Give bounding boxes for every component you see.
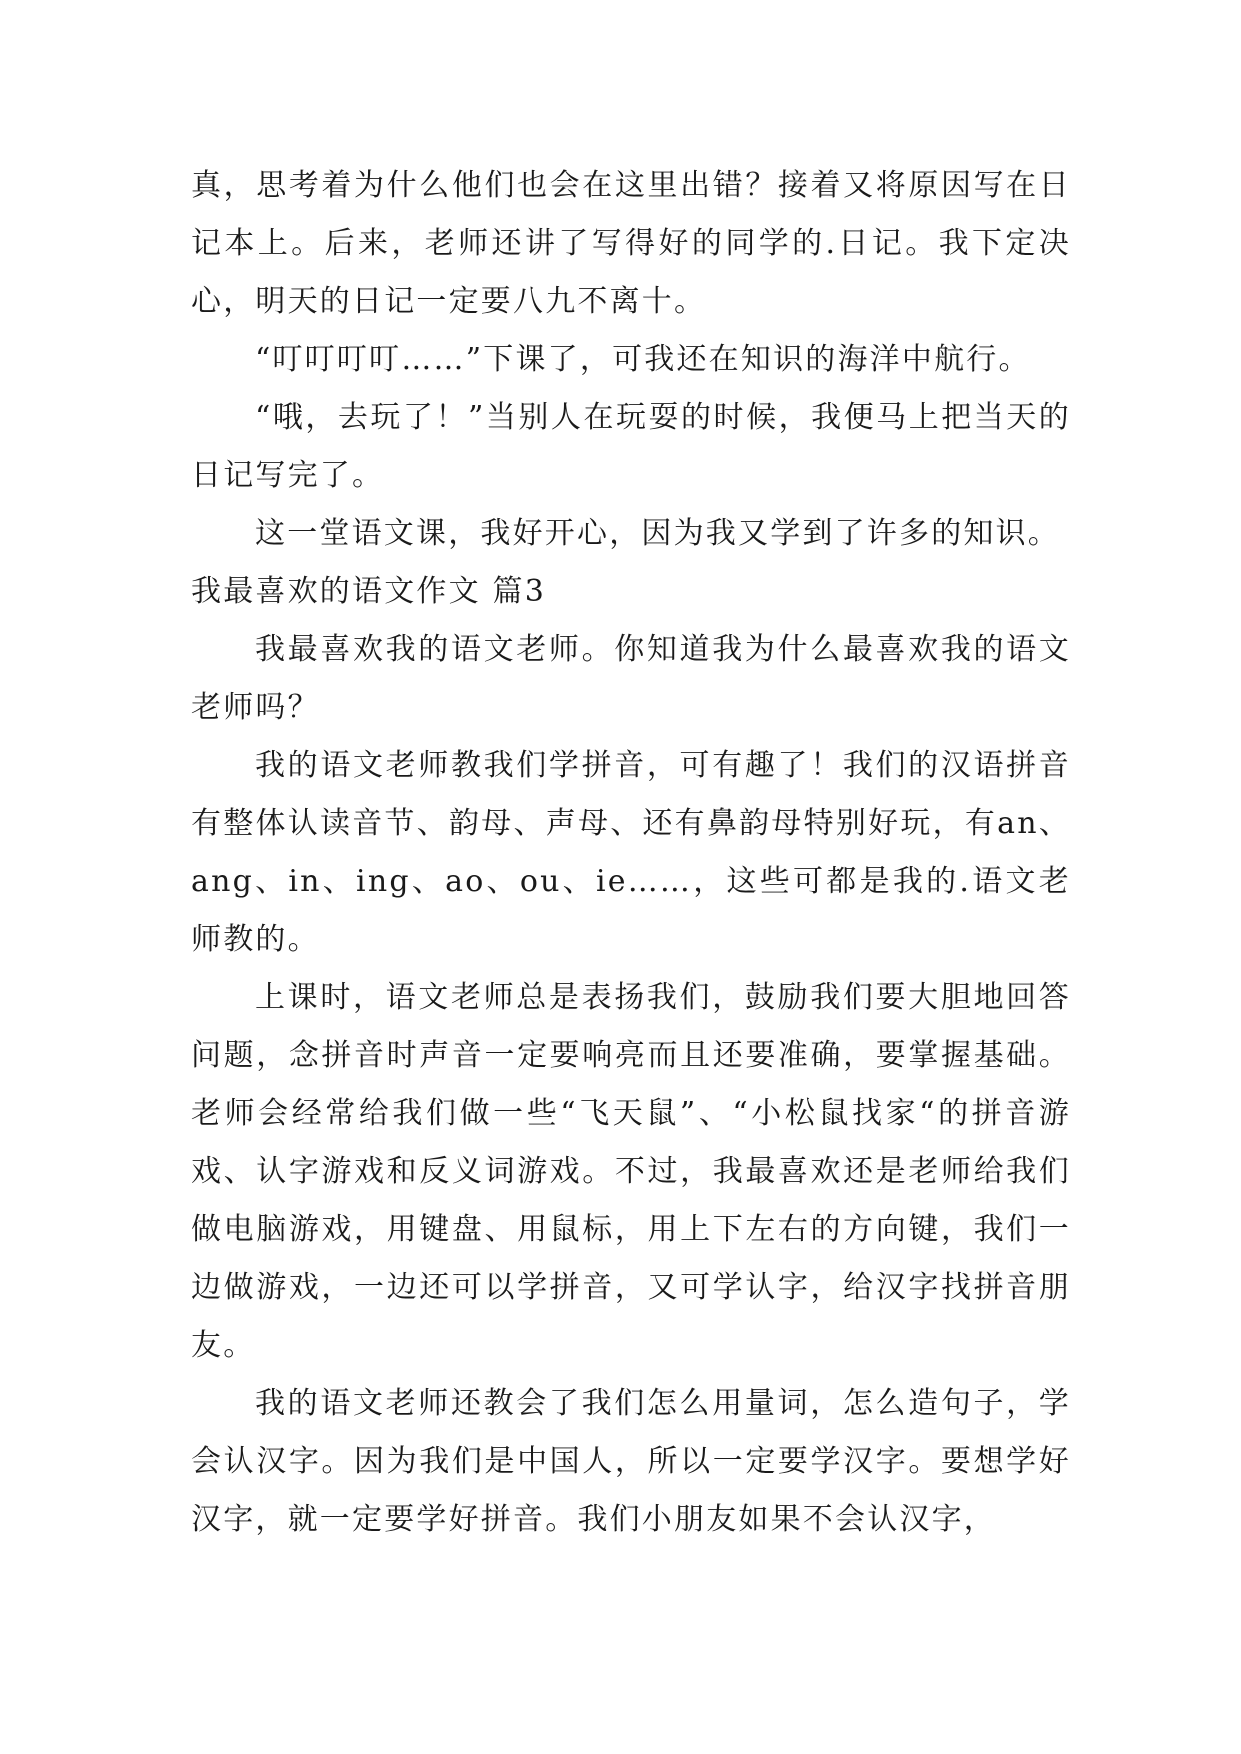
paragraph: “叮叮叮叮……”下课了，可我还在知识的海洋中航行。	[255, 342, 1031, 377]
section-heading: 我最喜欢的语文作文 篇3	[191, 574, 547, 609]
paragraph: “哦，去玩了！”当别人在玩耍的时候，我便马上把当天的日记写完了。	[191, 400, 1071, 493]
paragraph: 这一堂语文课，我好开心，因为我又学到了许多的知识。	[255, 516, 1060, 551]
paragraph: 真，思考着为什么他们也会在这里出错？接着又将原因写在日记本上。后来，老师还讲了写得好的同学的.日记。我下定决心，明天的日记一定要八九不离十。	[191, 168, 1071, 319]
article-body	[191, 157, 1071, 1549]
paragraph: 我的语文老师还教会了我们怎么用量词，怎么造句子，学会认汉字。因为我们是中国人，所以一定要学汉字。要想学好汉字，就一定要学好拼音。我们小朋友如果不会认汉字，	[191, 1386, 1071, 1537]
paragraph: 我的语文老师教我们学拼音，可有趣了！我们的汉语拼音有整体认读音节、韵母、声母、还有鼻韵母特别好玩，有an、ang、in、ing、ao、ou、ie……，这些可都是我的.语文老师教的。	[191, 748, 1071, 957]
paragraph: 我最喜欢我的语文老师。你知道我为什么最喜欢我的语文老师吗？	[191, 632, 1071, 725]
paragraph: 上课时，语文老师总是表扬我们，鼓励我们要大胆地回答问题，念拼音时声音一定要响亮而且还要准确，要掌握基础。老师会经常给我们做一些“飞天鼠”、“小松鼠找家“的拼音游戏、认字游戏和反义词游戏。不过，我最喜欢还是老师给我们做电脑游戏，用键盘、用鼠标，用上下左右的方向键，我们一边做游戏，一边还可以学拼音，又可学认字，给汉字找拼音朋友。	[191, 980, 1071, 1363]
